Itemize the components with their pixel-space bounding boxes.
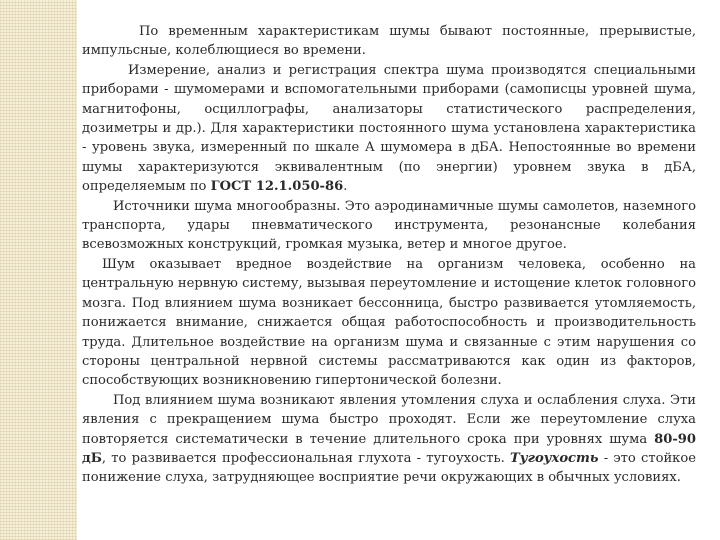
term-tugoukhost: Тугоухость xyxy=(510,450,599,466)
paragraph-noise-harm: Шум оказывает вредное воздействие на организм человека, особенно на центральную нервную систему, вызывая переутомление и истощение клеток головного мозга. Под влиянием шума возникает бессонница, быстро развивается утомляемость, понижается внимание, снижается общая работоспособность и производительность труда. Длительное воздействие на организм шума и связанные с этим нарушения со стороны центральной нервной системы рассматриваются как один из факторов, способствующих возникновению гипертонической болезни. xyxy=(82,256,696,389)
paragraph-hearing-loss xyxy=(82,391,696,488)
decorative-side-stripe xyxy=(0,0,77,540)
paragraph-noise-measurement xyxy=(82,61,696,197)
paragraph-noise-sources: Источники шума многообразны. Это аэродинамичные шумы самолетов, наземного транспорта, удары пневматического инструмента, резонансные колебания всевозможных конструкций, громкая музыка, ветер и многое другое. xyxy=(82,198,696,253)
document-page xyxy=(82,22,696,488)
measurement-tail: . xyxy=(343,179,348,195)
measurement-text: Измерение, анализ и регистрация спектра шума производятся специальными приборами - шумомерами и вспомогательными приборами (самописцы уровней шума, магнитофоны, осциллографы, анализаторы статистического распределения, дозиметры и др.). Для характеристики постоянного шума установлена характеристика - уровень звука, измеренный по шкале А шумомера в дБА. Непостоянные во времени шумы характеризуются эквивалентным (по энергии) уровнем звука в дБА, определяемым по xyxy=(82,62,696,195)
gost-reference: ГОСТ 12.1.050-86 xyxy=(210,179,344,195)
noise-level-value: 80-90 дБ xyxy=(82,431,696,466)
hearing-text-start: Под влиянием шума возникают явления утомления слуха и ослабления слуха. Эти явления с прекращением шума быстро проходят. Если же переутомление слуха повторяется систематически в течение длительного срока при уровнях шума xyxy=(82,392,696,447)
hearing-text-end: - это стойкое понижение слуха, затрудняющее восприятие речи окружающих в обычных условиях. xyxy=(82,450,697,486)
paragraph-noise-types: По временным характеристикам шумы бывают постоянные, прерывистые, импульсные, колеблющиеся во времени. xyxy=(82,24,696,59)
hearing-text-middle: , то развивается профессиональная глухота - тугоухость. xyxy=(101,450,510,466)
